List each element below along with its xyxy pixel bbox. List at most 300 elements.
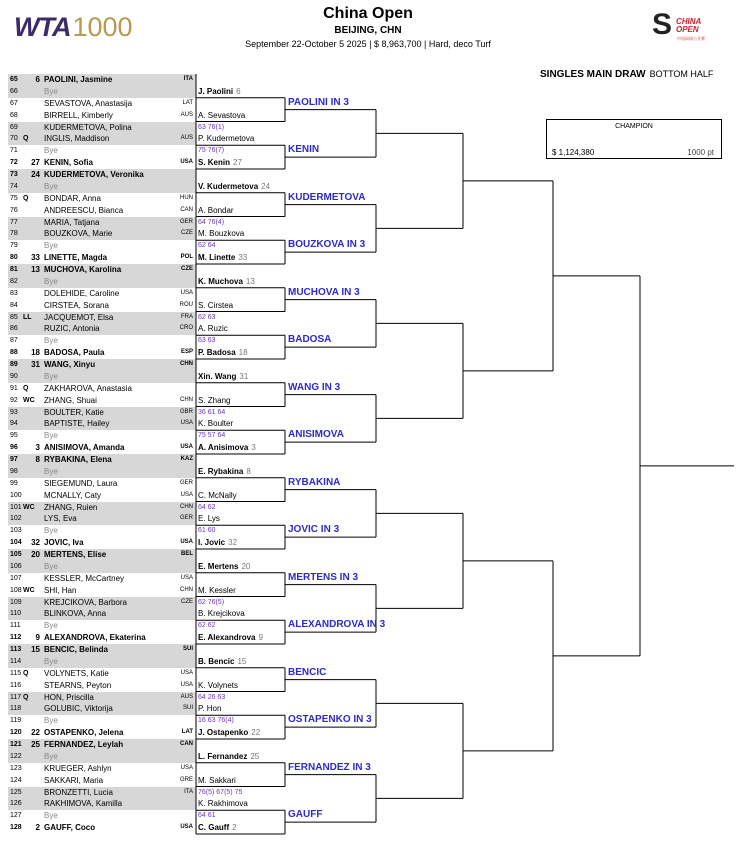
player-name: Bye bbox=[44, 371, 58, 381]
player-country: GRE bbox=[179, 776, 193, 783]
player-number: 108 bbox=[10, 586, 22, 594]
player-name: Bye bbox=[44, 811, 58, 821]
player-number: 80 bbox=[10, 254, 18, 262]
player-name: RYBAKINA, Elena bbox=[44, 455, 112, 464]
player-name: CIRSTEA, Sorana bbox=[44, 300, 109, 310]
player-name: INGLIS, Maddison bbox=[44, 134, 110, 144]
winner-seed: 8 bbox=[246, 466, 251, 476]
player-entry: Q bbox=[23, 669, 29, 677]
match-score: 64 26 63 bbox=[198, 693, 226, 701]
player-number: 113 bbox=[10, 646, 22, 653]
player-number: 105 bbox=[10, 551, 22, 558]
round1-winner bbox=[198, 277, 255, 287]
player-country: USA bbox=[180, 289, 193, 296]
round1-winner bbox=[198, 419, 233, 429]
winner-name: S. Zhang bbox=[198, 395, 231, 405]
player-number: 97 bbox=[10, 456, 18, 463]
champion-label: CHAMPION bbox=[615, 123, 653, 130]
player-country: GER bbox=[179, 479, 193, 486]
champion-prize: $ 1,124,380 bbox=[552, 148, 595, 157]
player-name: KUDERMETOVA, Polina bbox=[44, 122, 132, 132]
round2-winner: KUDERMETOVA bbox=[288, 191, 366, 203]
player-name: Bye bbox=[44, 526, 58, 536]
player-name: RUZIC, Antonia bbox=[44, 324, 100, 334]
tournament-city: BEIJING, CHN bbox=[334, 25, 402, 36]
player-name: BAPTISTE, Hailey bbox=[44, 419, 110, 429]
player-seed: 2 bbox=[35, 823, 40, 833]
player-entry: Q bbox=[23, 693, 29, 701]
player-country: USA bbox=[180, 539, 193, 546]
player-entry: Q bbox=[23, 194, 29, 202]
player-number: 114 bbox=[10, 657, 22, 665]
player-name: SAKKARI, Maria bbox=[44, 775, 104, 785]
round2-winner: FERNANDEZ IN 3 bbox=[288, 761, 371, 773]
winner-name: M. Kessler bbox=[198, 585, 236, 595]
player-country: USA bbox=[180, 444, 193, 451]
round2-winner: ANISIMOVA bbox=[288, 429, 344, 441]
winner-name: L. Fernandez bbox=[198, 751, 248, 761]
player-name: JOVIC, Iva bbox=[44, 538, 84, 548]
round1-winner bbox=[198, 823, 237, 833]
player-number: 98 bbox=[10, 467, 18, 475]
player-country: POL bbox=[180, 254, 193, 261]
player-number: 112 bbox=[10, 634, 22, 642]
match-score: 63 76(1) bbox=[198, 123, 225, 131]
player-number: 102 bbox=[10, 515, 22, 523]
match-score: 75 76(7) bbox=[198, 147, 225, 155]
player-name: KUDERMETOVA, Veronika bbox=[44, 170, 144, 179]
round2-winner: MERTENS IN 3 bbox=[288, 571, 359, 583]
match-score: 62 64 bbox=[198, 242, 216, 250]
logo-wta-text: WTA bbox=[14, 12, 71, 42]
player-name: ZHANG, Shuai bbox=[44, 395, 97, 405]
player-number: 123 bbox=[10, 764, 22, 772]
player-number: 90 bbox=[10, 372, 18, 380]
player-country: SUI bbox=[182, 646, 193, 652]
player-name: KESSLER, McCartney bbox=[44, 573, 125, 583]
player-number: 115 bbox=[10, 669, 22, 677]
player-name: BOUZKOVA, Marie bbox=[44, 229, 113, 239]
player-number: 116 bbox=[10, 681, 22, 689]
player-number: 94 bbox=[10, 420, 18, 428]
player-number: 72 bbox=[10, 159, 18, 167]
player-country: SUI bbox=[182, 705, 193, 712]
player-number: 77 bbox=[10, 218, 18, 226]
player-name: Bye bbox=[44, 86, 58, 96]
winner-name: B. Krejcikova bbox=[198, 609, 245, 619]
winner-name: E. Mertens bbox=[198, 561, 239, 571]
winner-seed: 6 bbox=[236, 86, 241, 96]
player-seed: 3 bbox=[35, 443, 40, 453]
player-name: Bye bbox=[44, 181, 58, 191]
player-country: USA bbox=[180, 681, 193, 688]
winner-name: J. Paolini bbox=[198, 86, 234, 96]
match-score: 16 63 76(4) bbox=[198, 717, 234, 725]
round1-winner bbox=[198, 633, 263, 643]
round2-winner: ALEXANDROVA IN 3 bbox=[288, 619, 386, 631]
winner-name: J. Ostapenko bbox=[198, 728, 249, 737]
player-name: BIRRELL, Kimberly bbox=[44, 110, 113, 120]
player-country: CHN bbox=[180, 396, 193, 403]
player-name: Bye bbox=[44, 716, 58, 726]
player-number: 87 bbox=[10, 337, 18, 345]
player-number: 91 bbox=[10, 384, 18, 392]
player-number: 75 bbox=[10, 194, 18, 202]
round1-winner bbox=[198, 348, 248, 358]
round1-winner bbox=[198, 229, 244, 239]
player-seed: 31 bbox=[31, 360, 40, 369]
player-name: ZHANG, Ruien bbox=[44, 502, 98, 512]
player-number: 69 bbox=[10, 123, 18, 131]
player-number: 111 bbox=[10, 622, 21, 630]
winner-seed: 33 bbox=[238, 253, 248, 262]
round1-winner bbox=[198, 134, 254, 144]
player-number: 88 bbox=[10, 349, 18, 357]
round1-winner bbox=[198, 158, 242, 168]
player-number: 73 bbox=[10, 171, 18, 178]
player-seed: 27 bbox=[31, 158, 40, 168]
player-name: Bye bbox=[44, 336, 58, 346]
player-number: 127 bbox=[10, 812, 22, 820]
round1-winner bbox=[198, 514, 220, 524]
player-number: 93 bbox=[10, 408, 18, 416]
round2-winner: RYBAKINA bbox=[288, 476, 341, 488]
match-score: 64 62 bbox=[198, 503, 216, 511]
round1-winner bbox=[198, 586, 236, 596]
round2-winner: KENIN bbox=[288, 144, 320, 156]
tournament-info: September 22-October 5 2025 | $ 8,963,700 | Hard, deco Turf bbox=[245, 39, 491, 49]
player-seed: 13 bbox=[31, 265, 40, 274]
round1-winner bbox=[198, 609, 245, 619]
player-name: LYS, Eva bbox=[44, 514, 77, 524]
winner-seed: 13 bbox=[245, 276, 255, 286]
round1-winner bbox=[198, 681, 238, 691]
round2-winner: WANG IN 3 bbox=[288, 381, 341, 393]
round1-winner bbox=[198, 538, 237, 548]
player-name: BADOSA, Paula bbox=[44, 348, 105, 358]
round1-winner bbox=[198, 704, 221, 714]
player-country: AUS bbox=[180, 693, 193, 700]
player-seed: 33 bbox=[31, 253, 40, 263]
player-country: KAZ bbox=[180, 456, 193, 462]
player-seed: 22 bbox=[31, 728, 40, 738]
round2-winner: BADOSA bbox=[288, 334, 332, 346]
player-number: 78 bbox=[10, 230, 18, 238]
player-entry: WC bbox=[23, 396, 35, 404]
player-name: Bye bbox=[44, 621, 58, 631]
winner-name: M. Sakkari bbox=[198, 775, 236, 785]
player-country: USA bbox=[180, 420, 193, 427]
player-name: OSTAPENKO, Jelena bbox=[44, 728, 124, 738]
player-name: SEVASTOVA, Anastasija bbox=[44, 98, 133, 108]
player-seed: 32 bbox=[31, 538, 40, 548]
player-country: CHN bbox=[180, 361, 193, 367]
match-score: 62 63 bbox=[198, 313, 216, 321]
player-country: AUS bbox=[180, 111, 193, 118]
player-country: CAN bbox=[180, 741, 193, 747]
player-seed: 9 bbox=[35, 633, 40, 643]
player-number: 95 bbox=[10, 432, 18, 440]
player-seed: 18 bbox=[31, 348, 40, 358]
player-number: 81 bbox=[10, 266, 18, 273]
winner-name: M. Bouzkova bbox=[198, 229, 245, 239]
winner-name: K. Rakhimova bbox=[198, 799, 248, 809]
round1-winner bbox=[198, 301, 233, 311]
player-country: CAN bbox=[180, 206, 193, 213]
match-score: 76(5) 67(5) 75 bbox=[198, 788, 243, 796]
player-number: 71 bbox=[10, 147, 18, 155]
player-name: BLINKOVA, Anna bbox=[44, 609, 107, 619]
round2-winner: MUCHOVA IN 3 bbox=[288, 286, 360, 298]
player-name: STEARNS, Peyton bbox=[44, 680, 112, 690]
player-name: JACQUEMOT, Elsa bbox=[44, 312, 114, 322]
player-number: 92 bbox=[10, 396, 18, 404]
winner-name: E. Rybakina bbox=[198, 466, 244, 476]
winner-name: B. Bencic bbox=[198, 656, 235, 666]
player-name: RAKHIMOVA, Kamilla bbox=[44, 799, 123, 809]
round2-winner: BENCIC bbox=[288, 666, 327, 678]
winner-name: S. Kenin bbox=[198, 158, 231, 167]
section-label: SINGLES MAIN DRAW bbox=[540, 69, 646, 80]
player-number: 128 bbox=[10, 824, 22, 832]
winner-name: K. Volynets bbox=[198, 680, 239, 690]
winner-name: A. Sevastova bbox=[198, 110, 246, 120]
player-name: ALEXANDROVA, Ekaterina bbox=[44, 633, 146, 643]
player-name: Bye bbox=[44, 751, 58, 761]
player-name: KRUEGER, Ashlyn bbox=[44, 763, 112, 773]
player-number: 79 bbox=[10, 242, 18, 250]
round1-winner bbox=[198, 728, 260, 738]
match-score: 36 61 64 bbox=[198, 408, 226, 416]
winner-seed: 2 bbox=[232, 823, 237, 832]
winner-seed: 3 bbox=[251, 443, 256, 452]
player-number: 86 bbox=[10, 325, 18, 333]
player-entry: Q bbox=[23, 135, 29, 143]
player-number: 124 bbox=[10, 776, 22, 784]
winner-name: E. Lys bbox=[198, 514, 220, 524]
player-name: ANISIMOVA, Amanda bbox=[44, 443, 125, 453]
player-country: CZE bbox=[181, 598, 193, 605]
player-country: AUS bbox=[180, 135, 193, 142]
player-name: KREJCIKOVA, Barbora bbox=[44, 597, 127, 607]
winner-name: P. Kudermetova bbox=[198, 134, 255, 144]
player-number: 121 bbox=[10, 741, 22, 748]
player-name: BENCIC, Belinda bbox=[44, 645, 109, 654]
player-name: FERNANDEZ, Leylah bbox=[44, 740, 124, 749]
player-seed: 15 bbox=[31, 645, 40, 654]
player-name: BOULTER, Katie bbox=[44, 407, 104, 417]
player-country: BEL bbox=[181, 551, 193, 557]
player-country: CZE bbox=[181, 230, 193, 237]
winner-name: P. Badosa bbox=[198, 348, 236, 357]
player-number: 107 bbox=[10, 574, 22, 582]
round1-winner bbox=[198, 182, 270, 192]
winner-name: C. McNally bbox=[198, 490, 237, 500]
player-name: VOLYNETS, Katie bbox=[44, 668, 109, 678]
match-score: 75 57 64 bbox=[198, 432, 226, 440]
round1-winner bbox=[198, 111, 245, 121]
player-number: 66 bbox=[10, 87, 18, 95]
player-number: 103 bbox=[10, 527, 22, 535]
player-seed: 20 bbox=[31, 550, 40, 559]
winner-seed: 15 bbox=[237, 656, 247, 666]
tournament-title: China Open bbox=[323, 5, 413, 22]
round1-winner bbox=[198, 752, 259, 762]
player-number: 125 bbox=[10, 788, 22, 796]
champion-points: 1000 pt bbox=[687, 148, 714, 157]
winner-seed: 31 bbox=[239, 371, 249, 381]
player-country: GER bbox=[179, 515, 193, 522]
player-number: 82 bbox=[10, 277, 18, 285]
winner-name: K. Muchova bbox=[198, 276, 243, 286]
player-name: SHI, Han bbox=[44, 585, 77, 595]
logo-line-3: 中国网球公开赛 bbox=[677, 36, 705, 41]
winner-name: M. Linette bbox=[198, 253, 236, 262]
player-number: 119 bbox=[10, 717, 22, 725]
player-seed: 8 bbox=[35, 455, 40, 464]
player-number: 67 bbox=[10, 99, 18, 107]
player-number: 104 bbox=[10, 539, 22, 547]
round2-winner: JOVIC IN 3 bbox=[288, 524, 340, 536]
player-name: Bye bbox=[44, 656, 58, 666]
player-number: 85 bbox=[10, 313, 18, 321]
match-score: 64 76(4) bbox=[198, 218, 225, 226]
player-country: GBR bbox=[179, 408, 193, 415]
player-name: LINETTE, Magda bbox=[44, 253, 108, 263]
winner-name: V. Kudermetova bbox=[198, 181, 259, 191]
player-seed: 25 bbox=[31, 740, 40, 749]
player-name: Bye bbox=[44, 561, 58, 571]
player-country: USA bbox=[180, 764, 193, 771]
player-name: Bye bbox=[44, 466, 58, 476]
winner-name: C. Gauff bbox=[198, 823, 230, 832]
player-name: KENIN, Sofia bbox=[44, 158, 93, 168]
round1-winner bbox=[198, 799, 248, 809]
logo-mark: S bbox=[652, 8, 673, 41]
winner-seed: 18 bbox=[238, 348, 248, 357]
player-number: 70 bbox=[10, 135, 18, 143]
player-number: 99 bbox=[10, 479, 18, 487]
player-number: 100 bbox=[10, 491, 22, 499]
match-score: 63 63 bbox=[198, 337, 216, 345]
round1-winner bbox=[198, 467, 251, 477]
player-name: GAUFF, Coco bbox=[44, 823, 96, 833]
player-name: ZAKHAROVA, Anastasia bbox=[44, 383, 132, 393]
player-number: 106 bbox=[10, 562, 22, 570]
player-country: GER bbox=[179, 218, 193, 225]
round1-winner bbox=[198, 776, 236, 786]
player-number: 126 bbox=[10, 800, 22, 808]
player-country: CZE bbox=[181, 266, 193, 272]
player-country: ROU bbox=[179, 301, 193, 308]
player-number: 84 bbox=[10, 301, 18, 309]
player-country: LAT bbox=[182, 99, 193, 106]
player-name: Bye bbox=[44, 146, 58, 156]
player-name: BRONZETTI, Lucia bbox=[44, 787, 113, 797]
player-name: GOLUBIC, Viktorija bbox=[44, 704, 113, 714]
player-country: FRA bbox=[181, 313, 193, 320]
player-country: ITA bbox=[183, 76, 193, 82]
round2-winner: GAUFF bbox=[288, 809, 323, 821]
winner-name: Xin. Wang bbox=[198, 371, 237, 381]
player-name: MERTENS, Elise bbox=[44, 550, 107, 559]
round1-winner bbox=[198, 253, 247, 263]
winner-seed: 20 bbox=[241, 561, 251, 571]
player-name: BONDAR, Anna bbox=[44, 193, 101, 203]
round1-winner bbox=[198, 372, 248, 382]
logo-tier-text: 1000 bbox=[72, 12, 133, 42]
round1-winner bbox=[198, 657, 246, 667]
player-number: 109 bbox=[10, 598, 22, 606]
player-number: 101 bbox=[10, 503, 22, 511]
player-name: Bye bbox=[44, 241, 58, 251]
player-number: 118 bbox=[10, 705, 22, 713]
winner-name: A. Ruzic bbox=[198, 324, 228, 334]
player-country: CRO bbox=[179, 325, 193, 332]
player-name: MUCHOVA, Karolina bbox=[44, 265, 122, 274]
player-name: WANG, Xinyu bbox=[44, 360, 96, 369]
match-score: 61 60 bbox=[198, 527, 216, 535]
match-score: 62 62 bbox=[198, 622, 216, 630]
player-country: USA bbox=[180, 824, 193, 831]
player-entry: LL bbox=[23, 313, 32, 321]
winner-name: P. Hon bbox=[198, 704, 222, 714]
player-entry: WC bbox=[23, 503, 35, 511]
player-name: SIEGEMUND, Laura bbox=[44, 478, 118, 488]
winner-name: E. Alexandrova bbox=[198, 633, 256, 642]
player-country: USA bbox=[180, 491, 193, 498]
player-name: Bye bbox=[44, 276, 58, 286]
match-score: 62 76(5) bbox=[198, 598, 225, 606]
player-country: CHN bbox=[180, 586, 193, 593]
round1-winner bbox=[198, 396, 230, 406]
player-country: ITA bbox=[184, 788, 193, 795]
round1-winner bbox=[198, 87, 241, 97]
logo-line-2: OPEN bbox=[676, 25, 699, 34]
winner-seed: 22 bbox=[251, 728, 261, 737]
winner-seed: 9 bbox=[258, 633, 263, 642]
player-country: ESP bbox=[180, 349, 193, 356]
player-number: 76 bbox=[10, 206, 18, 214]
player-seed: 6 bbox=[35, 75, 40, 84]
winner-name: A. Bondar bbox=[198, 205, 234, 215]
player-country: USA bbox=[180, 574, 193, 581]
winner-name: I. Jovic bbox=[198, 538, 226, 547]
player-name: Bye bbox=[44, 431, 58, 441]
player-number: 89 bbox=[10, 361, 18, 368]
player-country: USA bbox=[180, 159, 193, 166]
round1-winner bbox=[198, 324, 228, 334]
player-number: 120 bbox=[10, 729, 22, 737]
player-entry: WC bbox=[23, 586, 35, 594]
winner-seed: 25 bbox=[250, 751, 260, 761]
player-name: MCNALLY, Caty bbox=[44, 490, 102, 500]
player-number: 68 bbox=[10, 111, 18, 119]
player-number: 74 bbox=[10, 182, 18, 190]
winner-seed: 32 bbox=[228, 538, 238, 547]
round1-winner bbox=[198, 206, 234, 216]
round2-winner: BOUZKOVA IN 3 bbox=[288, 239, 366, 251]
player-number: 65 bbox=[10, 76, 18, 83]
match-score: 64 61 bbox=[198, 812, 216, 820]
player-name: PAOLINI, Jasmine bbox=[44, 75, 113, 84]
section-half: BOTTOM HALF bbox=[649, 69, 714, 79]
player-name: HON, Priscilla bbox=[44, 692, 94, 702]
winner-name: A. Anisimova bbox=[198, 443, 249, 452]
winner-name: S. Cirstea bbox=[198, 300, 234, 310]
player-seed: 24 bbox=[31, 170, 40, 179]
player-country: LAT bbox=[181, 729, 193, 736]
